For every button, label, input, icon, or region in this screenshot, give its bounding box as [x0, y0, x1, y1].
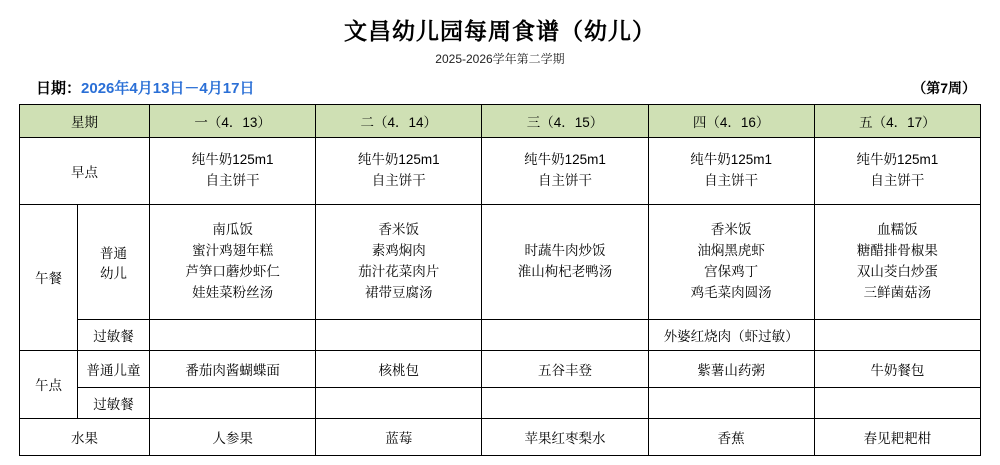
cell-lunch-allergy-thu: 外婆红烧肉（虾过敏）	[648, 319, 814, 350]
header-cell-day-1: 一（4．13）	[150, 104, 316, 137]
cell-line: 蜜汁鸡翅年糕	[192, 242, 274, 258]
header-cell-day-2: 二（4．14）	[316, 104, 482, 137]
cell-lunch-allergy-tue	[316, 319, 482, 350]
cell-lunch-allergy-wed	[482, 319, 648, 350]
cell-snack-wed: 五谷丰登	[482, 350, 648, 387]
cell-line: 纯牛奶125m1	[191, 151, 274, 167]
cell-snack-allergy-tue	[316, 387, 482, 418]
cell-lunch-wed	[482, 204, 648, 319]
row-label-fruit: 水果	[20, 418, 150, 455]
cell-lunch-thu	[648, 204, 814, 319]
cell-line: 自主饼干	[371, 172, 426, 188]
table-row-lunch-allergy	[20, 319, 981, 350]
cell-line: 鸡毛菜肉圆汤	[690, 284, 772, 300]
cell-breakfast-thu	[648, 137, 814, 204]
cell-line: 普通	[100, 245, 127, 261]
cell-breakfast-mon	[150, 137, 316, 204]
cell-fruit-wed: 苹果红枣梨水	[482, 418, 648, 455]
weekly-menu-table	[19, 104, 981, 456]
cell-lunch-tue	[316, 204, 482, 319]
title-block	[0, 0, 1000, 67]
meta-row	[0, 67, 1000, 104]
cell-fruit-tue: 蓝莓	[316, 418, 482, 455]
cell-line: 裙带豆腐汤	[365, 284, 433, 300]
cell-lunch-fri	[814, 204, 980, 319]
cell-snack-allergy-wed	[482, 387, 648, 418]
cell-line: 南瓜饭	[212, 221, 253, 237]
cell-breakfast-tue	[316, 137, 482, 204]
cell-lunch-mon	[150, 204, 316, 319]
cell-line: 自主饼干	[870, 172, 925, 188]
date-range: 4月13日－4月17日	[129, 79, 255, 97]
cell-line: 双山茭白炒蛋	[856, 263, 938, 279]
row-sublabel-snack-regular: 普通儿童	[78, 350, 150, 387]
cell-snack-fri: 牛奶餐包	[814, 350, 980, 387]
date-line	[36, 77, 254, 98]
cell-fruit-fri: 春见耙耙柑	[814, 418, 980, 455]
cell-breakfast-wed	[482, 137, 648, 204]
week-number: （第7周）	[912, 79, 976, 96]
cell-fruit-mon: 人参果	[150, 418, 316, 455]
cell-line: 油焖黑虎虾	[697, 242, 765, 258]
cell-line: 时蔬牛肉炒饭	[524, 242, 606, 258]
cell-lunch-allergy-fri	[814, 319, 980, 350]
cell-snack-tue: 核桃包	[316, 350, 482, 387]
date-year: 2026年	[81, 79, 130, 97]
header-cell-day-3: 三（4．15）	[482, 104, 648, 137]
cell-line: 纯牛奶125m1	[357, 151, 440, 167]
cell-line: 糖醋排骨椒果	[856, 242, 938, 258]
cell-snack-thu: 紫薯山药粥	[648, 350, 814, 387]
cell-line: 三鲜菌菇汤	[863, 284, 932, 300]
table-header-row	[20, 104, 981, 137]
row-sublabel-lunch-allergy: 过敏餐	[78, 319, 150, 350]
table-row-breakfast	[20, 137, 981, 204]
cell-line: 香米饭	[710, 221, 752, 237]
table-row-snack-regular	[20, 350, 981, 387]
cell-line: 芦笋口蘑炒虾仁	[185, 263, 280, 279]
table-row-snack-allergy	[20, 387, 981, 418]
cell-line: 宫保鸡丁	[704, 263, 759, 279]
row-sublabel-snack-allergy: 过敏餐	[78, 387, 150, 418]
cell-snack-mon: 番茄肉酱蝴蝶面	[150, 350, 316, 387]
cell-line: 自主饼干	[205, 172, 260, 188]
header-cell-weekday: 星期	[20, 104, 150, 137]
cell-line: 素鸡焖肉	[371, 242, 426, 258]
table-row-fruit	[20, 418, 981, 455]
row-label-afternoon-snack: 午点	[20, 350, 78, 418]
header-cell-day-5: 五（4．17）	[814, 104, 980, 137]
table-row-lunch-regular	[20, 204, 981, 319]
cell-line: 幼儿	[100, 265, 127, 281]
cell-snack-allergy-fri	[814, 387, 980, 418]
date-label: 日期：	[36, 79, 82, 97]
cell-line: 自主饼干	[537, 172, 592, 188]
cell-line: 自主饼干	[704, 172, 759, 188]
cell-line: 纯牛奶125m1	[690, 151, 773, 167]
cell-line: 娃娃菜粉丝汤	[192, 284, 274, 300]
page-title: 文昌幼儿园每周食谱（幼儿）	[344, 18, 656, 44]
cell-line: 香米饭	[378, 221, 420, 237]
cell-line: 纯牛奶125m1	[524, 151, 606, 167]
row-label-breakfast: 早点	[20, 137, 150, 204]
cell-line: 茄汁花菜肉片	[358, 263, 440, 279]
row-label-lunch: 午餐	[20, 204, 78, 350]
cell-snack-allergy-thu	[648, 387, 814, 418]
page-subtitle: 2025-2026学年第二学期	[435, 51, 565, 66]
cell-line: 淮山枸杞老鸭汤	[517, 263, 613, 279]
cell-snack-allergy-mon	[150, 387, 316, 418]
header-cell-day-4: 四（4．16）	[648, 104, 814, 137]
cell-line: 血糯饭	[877, 221, 918, 237]
cell-breakfast-fri	[814, 137, 980, 204]
cell-line: 纯牛奶125m1	[856, 151, 939, 167]
row-sublabel-lunch-regular	[78, 204, 150, 319]
cell-fruit-thu: 香蕉	[648, 418, 814, 455]
cell-lunch-allergy-mon	[150, 319, 316, 350]
